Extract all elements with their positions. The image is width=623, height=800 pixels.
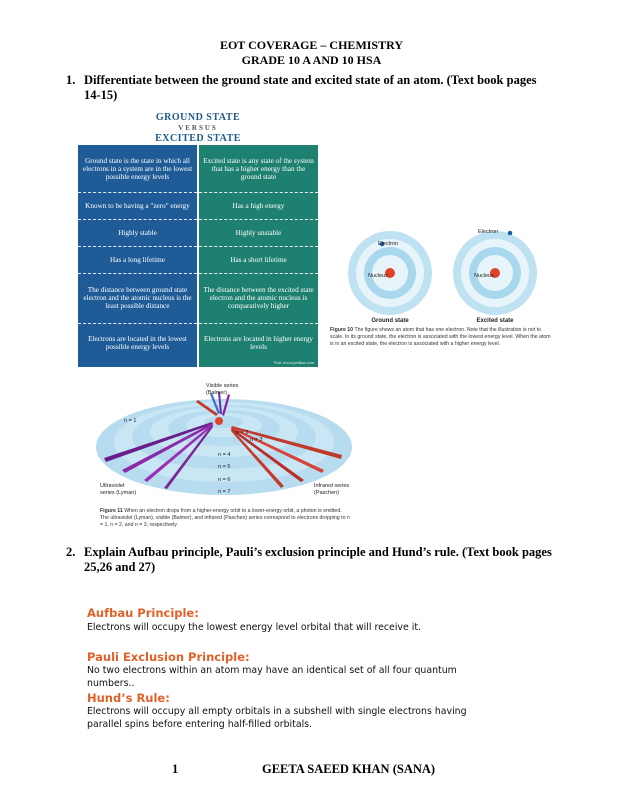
excited-cell-6: Electrons are located in higher energy levels	[203, 335, 314, 351]
comparison-table	[78, 145, 318, 367]
question-2	[66, 545, 554, 575]
question-1-text: Differentiate between the ground state and excited state of an atom. (Text book pages 14-15)	[84, 73, 537, 102]
level-6-label: n = 6	[218, 477, 231, 483]
row-divider	[78, 192, 318, 193]
table-credit: Visit www.pediaa.com	[273, 360, 314, 365]
excited-state-label: Excited state	[476, 318, 514, 324]
document-subtitle: GRADE 10 A AND 10 HSA	[241, 53, 382, 67]
hund-title: Hund’s Rule:	[87, 691, 170, 705]
excited-cell-1: Excited state is any state of the system that has a higher energy than the ground state	[203, 157, 314, 181]
level-2-label: n = 2	[236, 430, 249, 436]
nucleus-dot	[215, 417, 223, 425]
electron-label-excited: Electron	[478, 229, 499, 235]
excited-cell-5: The distance between the excited state electron and the atomic nucleus is comparatively higher	[203, 286, 314, 310]
aufbau-text: Electrons will occupy the lowest energy level orbital that will receive it.	[87, 622, 421, 633]
level-4-label: n = 4	[218, 452, 231, 458]
pauli-text: No two electrons within an atom may have an identical set of all four quantum numbers..	[87, 665, 457, 689]
nucleus-label-ground: Nucleus	[368, 273, 388, 279]
ground-cell-1: Ground state is the state in which all electrons in a system are in the lowest possible energy levels	[82, 157, 193, 181]
ground-cell-2: Known to be having a "zero" energy	[85, 201, 190, 210]
level-7-label: n = 7	[218, 489, 231, 495]
comparison-versus: VERSUS	[178, 124, 218, 132]
level-5-label: n = 5	[218, 464, 231, 470]
row-divider	[78, 219, 318, 220]
ground-cell-6: Electrons are located in the lowest possible energy levels	[88, 335, 187, 351]
question-1-number: 1.	[66, 73, 76, 87]
question-2-text: Explain Aufbau principle, Pauli’s exclusion principle and Hund’s rule. (Text book pages 25,26 and 27)	[84, 545, 552, 574]
aufbau-title: Aufbau Principle:	[87, 606, 199, 620]
row-divider	[78, 273, 318, 274]
figure-10-number: Figure 10	[330, 327, 354, 333]
figure-11-caption	[100, 508, 350, 529]
hund-text: Electrons will occupy all empty orbitals in a subshell with single electrons having parallel spins before entering half-filled orbitals.	[87, 706, 467, 730]
excited-cell-4: Has a short lifetime	[230, 255, 287, 264]
document-title: EOT COVERAGE – CHEMISTRY	[219, 38, 404, 52]
infrared-series-label: Infrared series (Paschen)	[314, 483, 350, 496]
visible-series-label: Visible series (Balmer)	[206, 383, 239, 396]
figure-10-caption	[330, 327, 552, 348]
comparison-title-excited: EXCITED STATE	[155, 133, 241, 144]
excited-cell-2: Has a high energy	[232, 201, 285, 210]
ground-cell-5: The distance between ground state electron and the atomic nucleus is the least possible distance	[83, 286, 192, 310]
excited-state-column	[199, 145, 318, 367]
comparison-title-ground: GROUND STATE	[155, 112, 241, 123]
level-1-label: n = 1	[124, 418, 137, 424]
electron-label-ground: Electron	[378, 241, 399, 247]
ground-state-column	[78, 145, 197, 367]
ground-cell-3: Highly stable	[118, 228, 157, 237]
level-3-label: n = 3	[250, 437, 263, 443]
question-1	[66, 73, 554, 103]
ground-cell-4: Has a long lifetime	[110, 255, 165, 264]
figure-11-number: Figure 11	[100, 508, 123, 514]
question-2-number: 2.	[66, 545, 76, 559]
author-name: GEETA SAEED KHAN (SANA)	[262, 762, 436, 776]
pauli-title: Pauli Exclusion Principle:	[87, 650, 250, 664]
ground-state-label: Ground state	[371, 318, 409, 324]
ultraviolet-series-label: Ultraviolet series (Lyman)	[100, 483, 137, 496]
figure-10-text: The figure shows an atom that has one electron. Note that the illustration is not to scale. In its ground state, the electron is associated with the lowest energy level. When the atom is in an excited state, the electron is associated with a higher energy level.	[330, 327, 551, 347]
row-divider	[78, 246, 318, 247]
page-number: 1	[172, 762, 179, 776]
excited-cell-3: Highly unstable	[235, 228, 282, 237]
figure-11-text: When an electron drops from a higher-energy orbit to a lower-energy orbit, a photon is emitted. The ultraviolet (Lyman), visible (Balmer), and infrared (Paschen) series correspond to electrons dropping to n = 1, n = 2, and n = 3, respectively.	[100, 508, 350, 528]
nucleus-label-excited: Nucleus	[474, 273, 494, 279]
electron-dot	[508, 231, 513, 236]
excited-state-atom	[453, 231, 537, 315]
row-divider	[78, 323, 318, 324]
